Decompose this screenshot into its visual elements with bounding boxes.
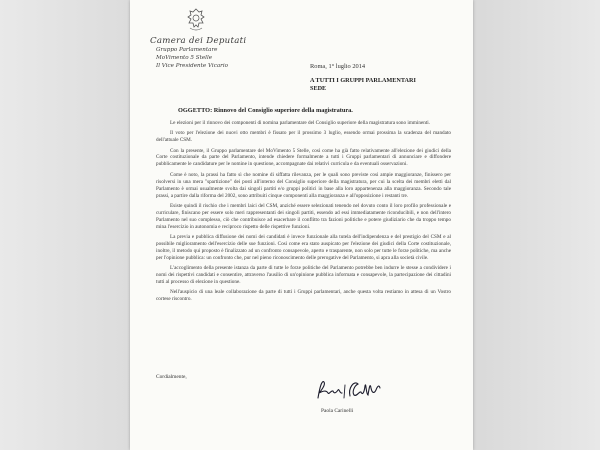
letterhead-chamber: Camera dei Deputati bbox=[150, 36, 247, 46]
paragraph: Esiste quindi il rischio che i membri laici del CSM, anziché essere selezionati tenendo nel dovuto conto il loro profilo professionale e curriculare, finiscano per essere solo meri rappresentanti dei singoli partiti, essendo ad essi immediatamente riconducibili, e non dell'intero Parlamento nel suo complesso, ciò che contribuisce ad esacerbare il conflitto tra fazioni politiche e potere giudiziario che da troppo tempo mina l'esercizio in autonomia e reciproco rispetto delle rispettive funzioni. bbox=[156, 202, 451, 230]
letterhead-role: Il Vice Presidente Vicario bbox=[156, 63, 228, 70]
closing: Cordialmente, bbox=[156, 374, 187, 380]
paragraph: Con la presente, il Gruppo parlamentare del MoVimento 5 Stelle, così come ha già fatto relativamente all'elezione dei giudici della Corte costituzionale da parte del Parlamento, intende chiedere formalmente a tutti i Gruppi parlamentari di annunciare e diffondere pubblicamente le candidature per le nomine in questione, accompagnate dai relativi curricula e da eventuali osservazioni. bbox=[156, 147, 451, 168]
paragraph: Come è noto, la prassi ha fatto sì che nomine di siffatta rilevanza, per le quali sono previste così ampie maggioranze, finissero per risolversi in una mera "spartizione" dei posti all'interno del Consiglio superiore della magistratura, per cui la scelta dei membri eletti dal Parlamento è ormai usualmente svolta dai singoli partiti e/o gruppi politici in base alla loro appartenenza alla maggioranza. Secondo tale prassi, a partire dalla riforma del 2002, sono attribuiti cinque componenti alla maggioranza e all'opposizione i restanti tre. bbox=[156, 171, 451, 199]
paragraph: Nell'auspicio di una leale collaborazione da parte di tutti i Gruppi parlamentari, anche questa volta restiamo in attesa di un Vostro cortese riscontro. bbox=[156, 289, 451, 303]
paragraph: L'accoglimento della presente istanza da parte di tutte le forze politiche del Parlamento potrebbe ben indurre le stesse a condividere i nomi dei rispettivi candidati e consentire, attraverso l'ausilio di un'opinione pubblica informata e consapevole, la partecipazione dei cittadini tutti al processo di elezione in questione. bbox=[156, 265, 451, 286]
paragraph: Le elezioni per il rinnovo dei componenti di nomina parlamentare del Consiglio superiore della magistratura sono imminenti. bbox=[170, 120, 431, 126]
right-backdrop bbox=[473, 0, 600, 450]
letter-body bbox=[156, 120, 451, 307]
signer-name: Paola Carinelli bbox=[321, 408, 354, 414]
letterhead-group: Gruppo Parlamentare bbox=[156, 47, 218, 54]
letter-date: Roma, 1° luglio 2014 bbox=[310, 63, 366, 70]
emblem-icon bbox=[186, 8, 206, 32]
signature bbox=[314, 376, 394, 404]
left-backdrop bbox=[0, 0, 130, 450]
letter-page bbox=[130, 0, 473, 450]
addressee-line-1: A TUTTI I GRUPPI PARLAMENTARI bbox=[310, 77, 416, 84]
paragraph: La previa e pubblica diffusione dei nomi dei candidati è invece funzionale alla tutela dell'indipendenza e del prestigio del CSM e al possibile miglioramento dell'esercizio delle sue funzioni. Così come era stato auspicato per l'elezione dei giudici della Corte costituzionale, inoltre, il metodo qui proposto è finalizzato ad un confronto consapevole, aperto e trasparente, non solo per tutte le forze politiche, ma anche per l'opinione pubblica: un confronto che, pur nel pieno riconoscimento delle prerogative del Parlamento, si apra alla società civile. bbox=[156, 234, 451, 261]
letter-subject: OGGETTO: Rinnovo del Consiglio superiore della magistratura. bbox=[178, 107, 353, 114]
letterhead bbox=[150, 37, 270, 70]
addressee bbox=[310, 77, 416, 94]
paragraph: Il voto per l'elezione dei nuovi otto membri è fissato per il prossimo 3 luglio, essendo ormai prossima la scadenza del mandato dell'attuale CSM. bbox=[156, 130, 451, 144]
letterhead-movement: MoVimento 5 Stelle bbox=[156, 55, 213, 62]
addressee-line-2: SEDE bbox=[310, 85, 327, 93]
